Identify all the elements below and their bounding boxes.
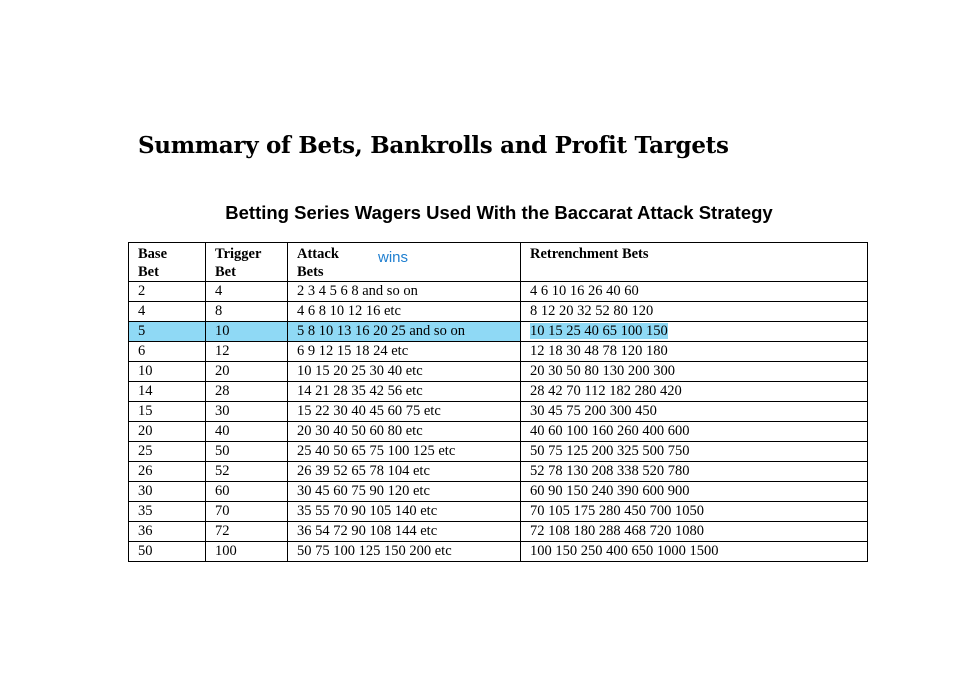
cell-retrenchment-bets: 52 78 130 208 338 520 780: [521, 462, 868, 482]
header-trigger-bet: [206, 243, 288, 282]
table-row: [129, 522, 868, 542]
cell-base-bet: 35: [129, 502, 206, 522]
highlighted-text: 10 15 25 40 65 100 150: [530, 323, 668, 339]
cell-attack-bets: 35 55 70 90 105 140 etc: [288, 502, 521, 522]
header-attack-bets-line2: Bets: [297, 264, 324, 280]
cell-retrenchment-bets: [521, 322, 868, 342]
cell-trigger-bet: 100: [206, 542, 288, 562]
cell-trigger-bet: 40: [206, 422, 288, 442]
cell-attack-bets: 26 39 52 65 78 104 etc: [288, 462, 521, 482]
table-row: [129, 482, 868, 502]
cell-base-bet: 10: [129, 362, 206, 382]
cell-trigger-bet: 50: [206, 442, 288, 462]
cell-retrenchment-bets: 70 105 175 280 450 700 1050: [521, 502, 868, 522]
cell-attack-bets: 6 9 12 15 18 24 etc: [288, 342, 521, 362]
cell-attack-bets: 25 40 50 65 75 100 125 etc: [288, 442, 521, 462]
table-header-row: [129, 243, 868, 282]
cell-base-bet: 14: [129, 382, 206, 402]
cell-base-bet: 26: [129, 462, 206, 482]
header-attack-bets-line1: Attack: [297, 246, 339, 262]
cell-attack-bets: 15 22 30 40 45 60 75 etc: [288, 402, 521, 422]
cell-attack-bets: 10 15 20 25 30 40 etc: [288, 362, 521, 382]
cell-trigger-bet: 60: [206, 482, 288, 502]
table-body: [129, 282, 868, 562]
cell-trigger-bet: 10: [206, 322, 288, 342]
table-row: [129, 462, 868, 482]
cell-trigger-bet: 72: [206, 522, 288, 542]
cell-retrenchment-bets: 28 42 70 112 182 280 420: [521, 382, 868, 402]
cell-retrenchment-bets: 100 150 250 400 650 1000 1500: [521, 542, 868, 562]
cell-base-bet: 6: [129, 342, 206, 362]
cell-trigger-bet: 8: [206, 302, 288, 322]
cell-base-bet: 25: [129, 442, 206, 462]
cell-trigger-bet: 70: [206, 502, 288, 522]
cell-trigger-bet: 4: [206, 282, 288, 302]
cell-attack-bets: 5 8 10 13 16 20 25 and so on: [288, 322, 521, 342]
cell-base-bet: 50: [129, 542, 206, 562]
table-row: [129, 402, 868, 422]
cell-base-bet: 5: [129, 322, 206, 342]
table-row: [129, 382, 868, 402]
cell-retrenchment-bets: 12 18 30 48 78 120 180: [521, 342, 868, 362]
cell-base-bet: 4: [129, 302, 206, 322]
cell-retrenchment-bets: 20 30 50 80 130 200 300: [521, 362, 868, 382]
header-retrenchment-bets: Retrenchment Bets: [521, 243, 868, 282]
cell-base-bet: 15: [129, 402, 206, 422]
table-row: [129, 502, 868, 522]
cell-trigger-bet: 12: [206, 342, 288, 362]
header-base-bet-line1: Base: [138, 246, 167, 262]
header-trigger-bet-line2: Bet: [215, 264, 236, 280]
cell-attack-bets: 36 54 72 90 108 144 etc: [288, 522, 521, 542]
cell-retrenchment-bets: 40 60 100 160 260 400 600: [521, 422, 868, 442]
cell-trigger-bet: 30: [206, 402, 288, 422]
table-row: [129, 442, 868, 462]
table-row: [129, 362, 868, 382]
table-row: [129, 302, 868, 322]
cell-attack-bets: 30 45 60 75 90 120 etc: [288, 482, 521, 502]
header-attack-bets: [288, 243, 521, 282]
cell-retrenchment-bets: 4 6 10 16 26 40 60: [521, 282, 868, 302]
table-row: [129, 422, 868, 442]
wins-annotation: wins: [378, 249, 409, 266]
cell-retrenchment-bets: 50 75 125 200 325 500 750: [521, 442, 868, 462]
cell-trigger-bet: 20: [206, 362, 288, 382]
cell-attack-bets: 2 3 4 5 6 8 and so on: [288, 282, 521, 302]
table-row: [129, 282, 868, 302]
header-base-bet-line2: Bet: [138, 264, 159, 280]
betting-series-table: [128, 242, 868, 562]
cell-trigger-bet: 52: [206, 462, 288, 482]
cell-base-bet: 20: [129, 422, 206, 442]
cell-retrenchment-bets: 30 45 75 200 300 450: [521, 402, 868, 422]
cell-retrenchment-bets: 8 12 20 32 52 80 120: [521, 302, 868, 322]
cell-attack-bets: 20 30 40 50 60 80 etc: [288, 422, 521, 442]
cell-retrenchment-bets: 72 108 180 288 468 720 1080: [521, 522, 868, 542]
cell-trigger-bet: 28: [206, 382, 288, 402]
cell-base-bet: 36: [129, 522, 206, 542]
header-base-bet: [129, 243, 206, 282]
document-title: Summary of Bets, Bankrolls and Profit Targets: [138, 132, 729, 159]
cell-retrenchment-bets: 60 90 150 240 390 600 900: [521, 482, 868, 502]
table-row: [129, 542, 868, 562]
cell-attack-bets: 14 21 28 35 42 56 etc: [288, 382, 521, 402]
table-row-highlighted: [129, 322, 868, 342]
table-caption: Betting Series Wagers Used With the Baccarat Attack Strategy: [225, 202, 773, 223]
cell-attack-bets: 4 6 8 10 12 16 etc: [288, 302, 521, 322]
header-trigger-bet-line1: Trigger: [215, 246, 262, 262]
cell-base-bet: 30: [129, 482, 206, 502]
cell-base-bet: 2: [129, 282, 206, 302]
cell-attack-bets: 50 75 100 125 150 200 etc: [288, 542, 521, 562]
table-row: [129, 342, 868, 362]
